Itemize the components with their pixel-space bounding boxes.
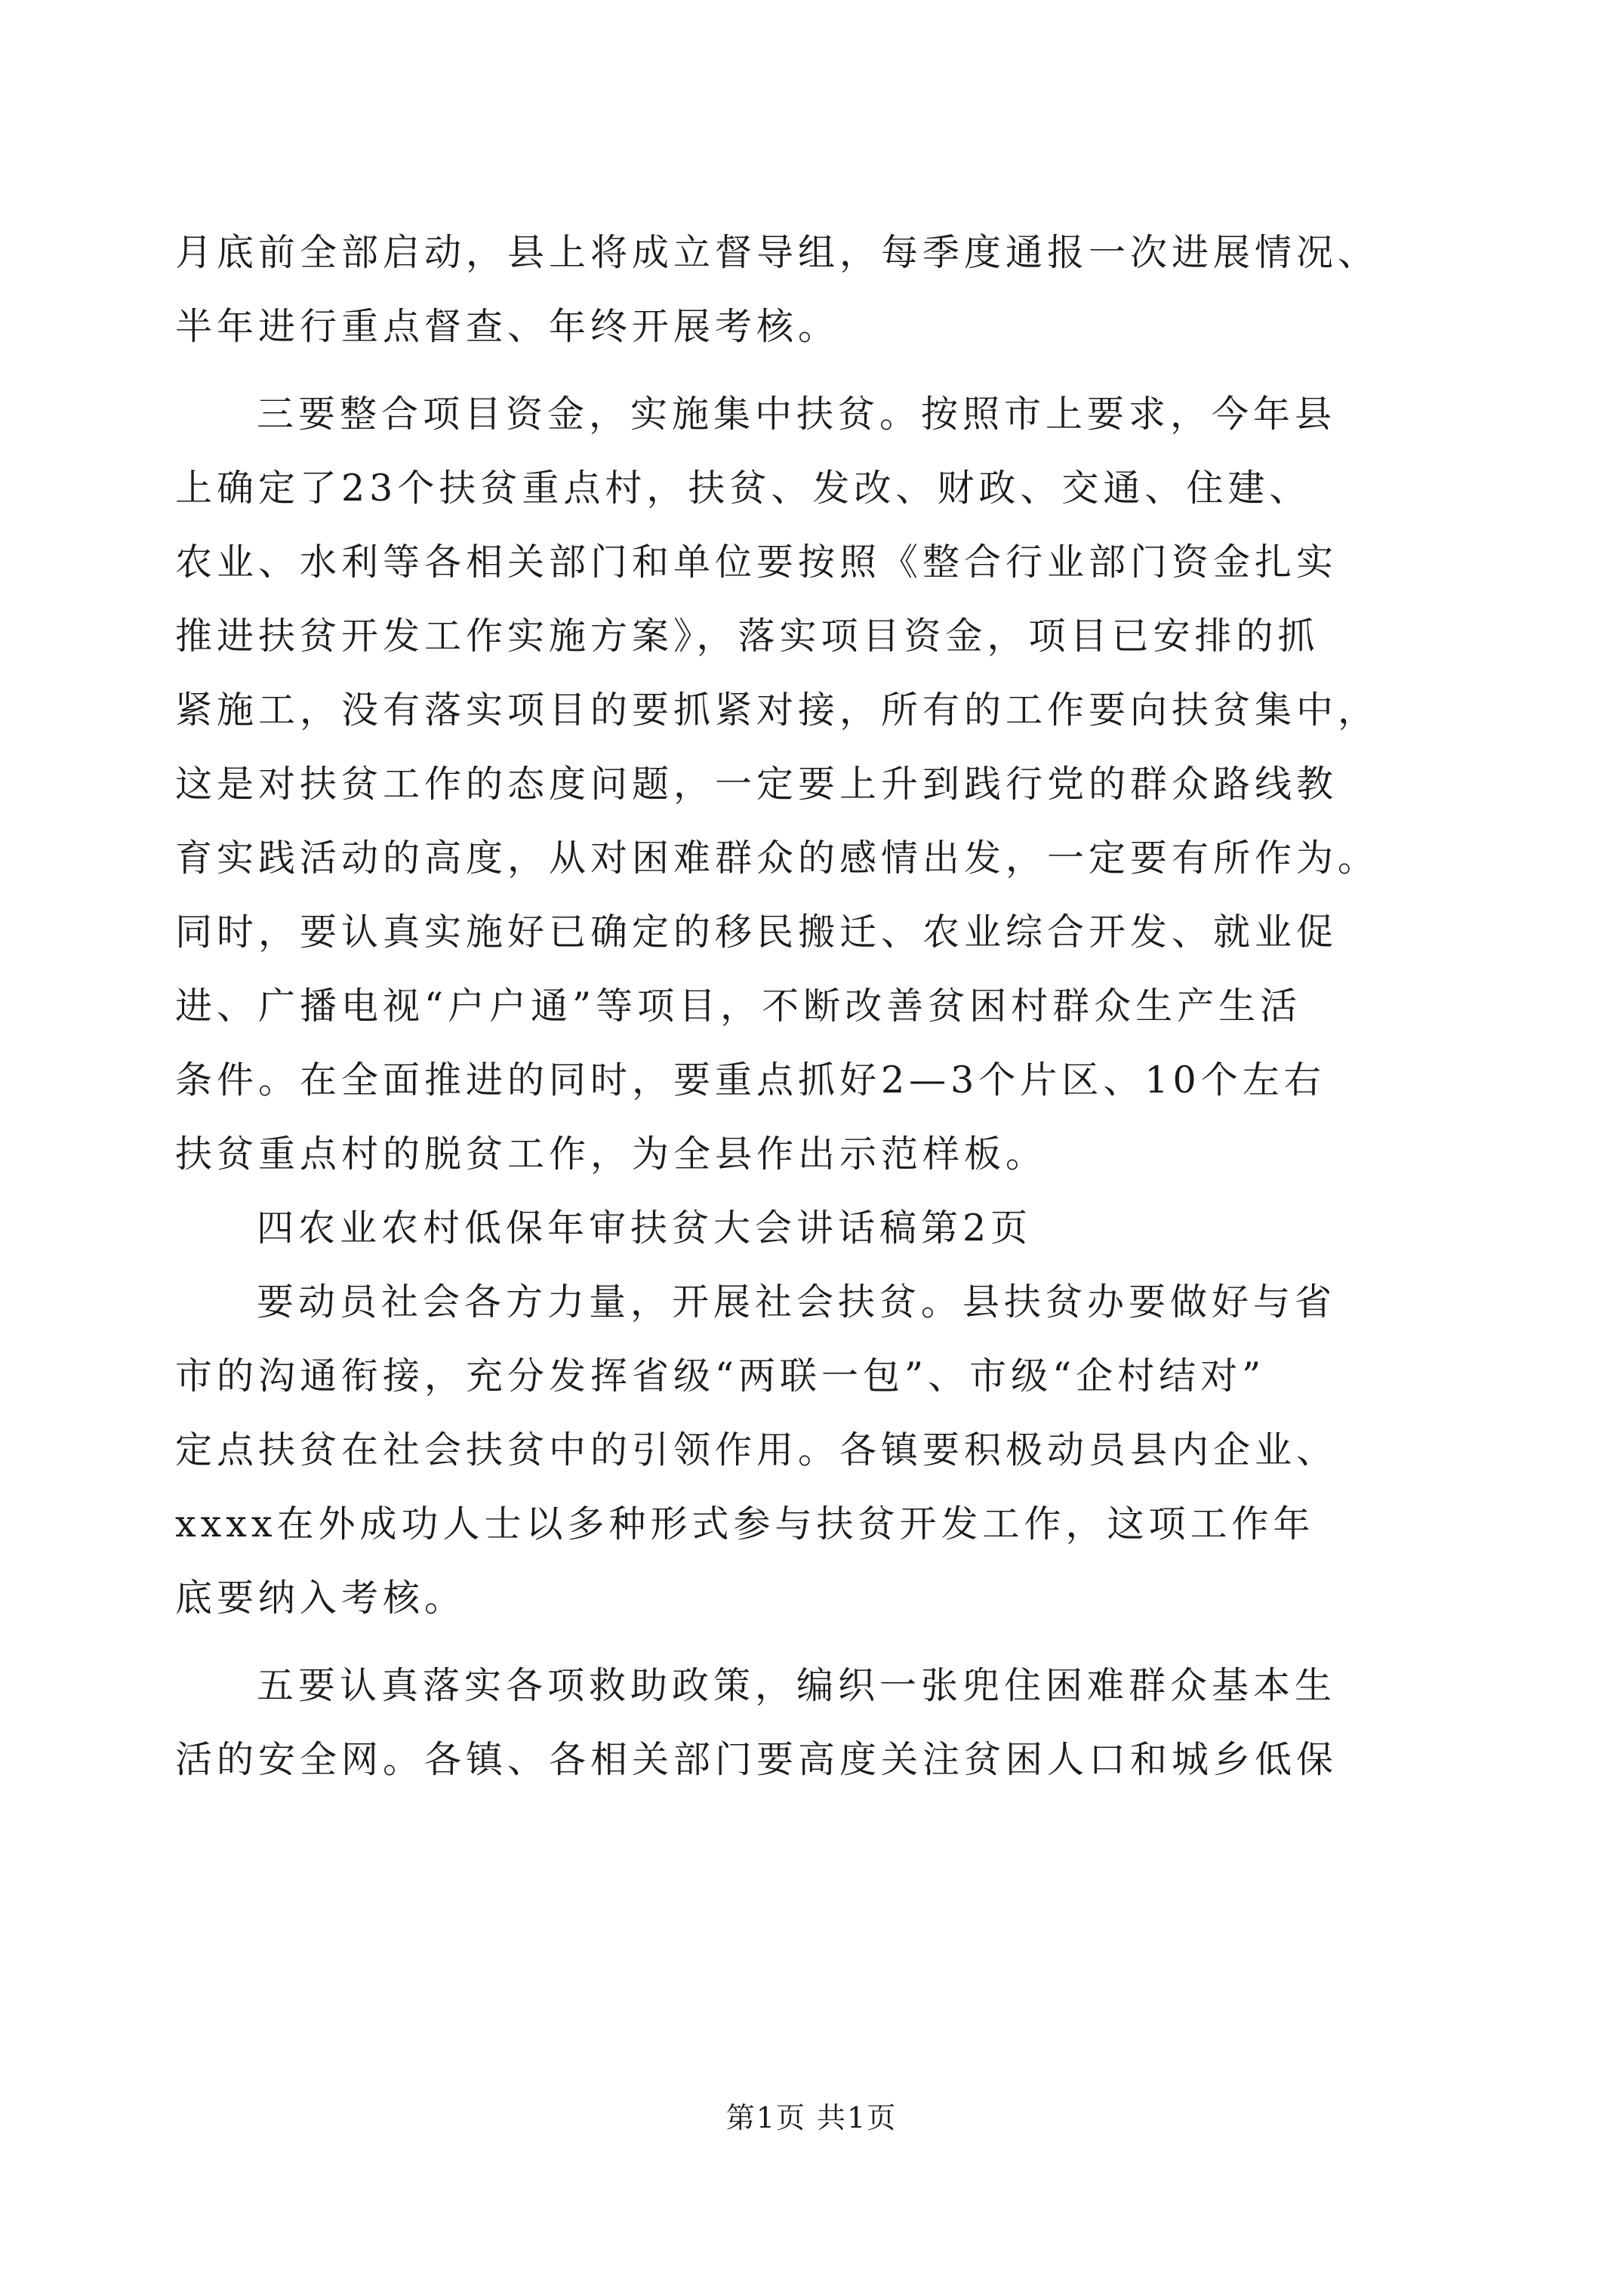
text-line: xxxx在外成功人士以多种形式参与扶贫开发工作，这项工作年: [175, 1502, 1315, 1546]
page-footer: 第1页 共1页: [725, 2101, 898, 2134]
text-line: 农业、水利等各相关部门和单位要按照《整合行业部门资金扎实: [175, 541, 1338, 584]
text-line: 这是对扶贫工作的态度问题，一定要上升到践行党的群众路线教: [175, 763, 1338, 806]
text-line: 扶贫重点村的脱贫工作，为全县作出示范样板。: [175, 1133, 1048, 1176]
paragraph-first-line: 三要整合项目资金，实施集中扶贫。按照市上要求，今年县: [257, 393, 1337, 436]
text-line: 市的沟通衔接，充分发挥省级“两联一包”、市级“企村结对”: [175, 1354, 1266, 1398]
text-line: 月底前全部启动，县上将成立督导组，每季度通报一次进展情况、: [175, 231, 1380, 274]
text-line: 条件。在全面推进的同时，要重点抓好2—3个片区、10个左右: [175, 1059, 1326, 1102]
text-line: 推进扶贫开发工作实施方案》，落实项目资金，项目已安排的抓: [175, 615, 1320, 658]
text-line: 同时，要认真实施好已确定的移民搬迁、农业综合开发、就业促: [175, 911, 1338, 954]
text-line: 上确定了23个扶贫重点村，扶贫、发改、财政、交通、住建、: [175, 467, 1311, 510]
text-line: 活的安全网。各镇、各相关部门要高度关注贫困人口和城乡低保: [175, 1738, 1338, 1781]
paragraph-first-line: 五要认真落实各项救助政策，编织一张兜住困难群众基本生: [257, 1664, 1337, 1707]
text-line: 定点扶贫在社会扶贫中的引领作用。各镇要积极动员县内企业、: [175, 1428, 1338, 1472]
text-line: 进、广播电视“户户通”等项目，不断改善贫困村群众生产生活: [175, 985, 1302, 1028]
section-heading: 四农业农村低保年审扶贫大会讲话稿第2页: [257, 1207, 1033, 1250]
paragraph-first-line: 要动员社会各方力量，开展社会扶贫。县扶贫办要做好与省: [257, 1281, 1337, 1324]
text-line: 底要纳入考核。: [175, 1576, 467, 1620]
text-line: 半年进行重点督查、年终开展考核。: [175, 305, 840, 348]
document-body: [175, 216, 1421, 1797]
text-line: 紧施工，没有落实项目的要抓紧对接，所有的工作要向扶贫集中，: [175, 689, 1380, 732]
text-line: 育实践活动的高度，从对困难群众的感情出发，一定要有所作为。: [175, 837, 1380, 880]
